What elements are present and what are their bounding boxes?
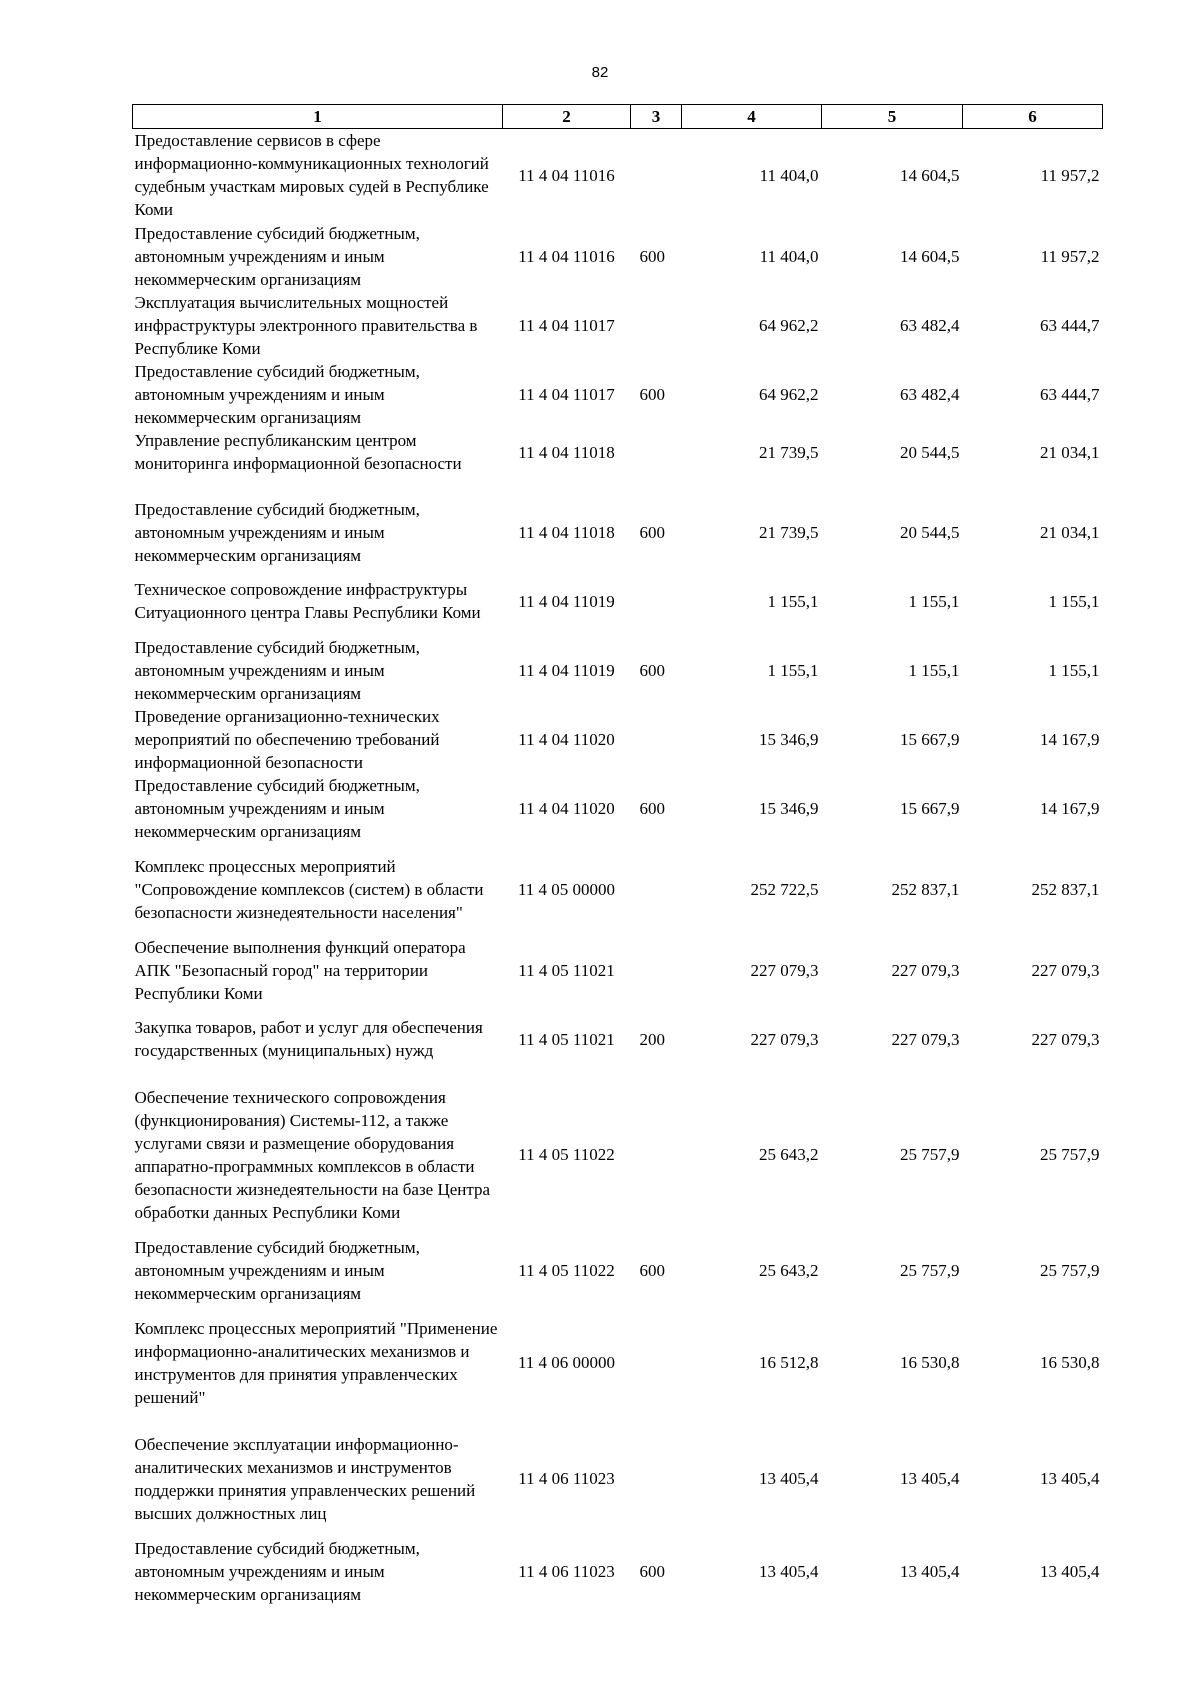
row-expense-type: 600 bbox=[639, 522, 665, 542]
row-code: 11 4 05 00000 bbox=[517, 879, 616, 899]
row-expense-type: 600 bbox=[639, 660, 665, 680]
row-name: Предоставление сервисов в сфере информационно-коммуникационных технологий судебным участкам мировых судей в Республике Коми bbox=[134, 131, 489, 220]
row-name: Предоставление субсидий бюджетным, автономным учреждениям и иным некоммерческим организациям bbox=[134, 1538, 420, 1604]
row-code: 11 4 05 11022 bbox=[518, 1260, 615, 1280]
table-row bbox=[133, 291, 1103, 360]
row-value-year-3: 16 530,8 bbox=[1040, 1353, 1100, 1372]
row-value-year-2: 1 155,1 bbox=[908, 660, 960, 680]
row-value-year-3: 252 837,1 bbox=[1031, 879, 1100, 899]
row-name: Техническое сопровождение инфраструктуры Ситуационного центра Главы Республики Коми bbox=[134, 580, 481, 622]
row-code: 11 4 05 11021 bbox=[518, 1029, 615, 1049]
row-code: 11 4 05 11021 bbox=[518, 960, 615, 980]
row-value-year-3: 14 167,9 bbox=[1040, 729, 1100, 749]
table-row bbox=[133, 1305, 1103, 1421]
row-name: Комплекс процессных мероприятий "Сопровождение комплексов (систем) в области безопасности жизнедеятельности населения" bbox=[134, 856, 484, 922]
table-row bbox=[133, 498, 1103, 567]
row-value-year-2: 1 155,1 bbox=[908, 591, 960, 611]
table-row bbox=[133, 1074, 1103, 1236]
table-row bbox=[133, 429, 1103, 498]
row-name: Обеспечение выполнения функций оператора АПК "Безопасный город" на территории Республики Коми bbox=[134, 937, 466, 1003]
row-expense-type bbox=[631, 1305, 682, 1421]
row-value-year-1: 21 739,5 bbox=[759, 522, 819, 542]
column-header-1: 1 bbox=[133, 105, 503, 129]
page-number: 82 bbox=[591, 64, 609, 81]
row-value-year-1: 15 346,9 bbox=[759, 798, 819, 818]
row-code: 11 4 06 11023 bbox=[518, 1561, 615, 1581]
row-value-year-1: 64 962,2 bbox=[759, 315, 819, 335]
row-value-year-2: 20 544,5 bbox=[900, 442, 960, 462]
table-row bbox=[133, 843, 1103, 936]
row-name: Обеспечение эксплуатации информационно-аналитических механизмов и инструментов поддержки принятия управленческих решений высших должностных лиц bbox=[134, 1434, 476, 1523]
row-code: 11 4 05 11022 bbox=[518, 1145, 615, 1164]
row-expense-type bbox=[631, 429, 682, 498]
row-value-year-3: 63 444,7 bbox=[1040, 384, 1100, 404]
table-row bbox=[133, 1236, 1103, 1305]
row-value-year-1: 227 079,3 bbox=[750, 1029, 819, 1049]
row-value-year-3: 21 034,1 bbox=[1040, 442, 1100, 462]
table-row bbox=[133, 1537, 1103, 1606]
row-value-year-3: 14 167,9 bbox=[1040, 798, 1100, 818]
row-name: Предоставление субсидий бюджетным, автономным учреждениям и иным некоммерческим организациям bbox=[134, 499, 420, 565]
row-expense-type: 600 bbox=[639, 1260, 665, 1280]
row-expense-type bbox=[631, 705, 682, 774]
row-code: 11 4 04 11016 bbox=[518, 165, 615, 185]
row-code: 11 4 04 11020 bbox=[518, 729, 615, 749]
row-name: Обеспечение технического сопровождения (функционирования) Системы-112, а также услугами связи и размещение оборудования аппаратно-программных комплексов в области безопасности жизнедеятельности на базе Центра обработки данных Республики Коми bbox=[134, 1087, 491, 1222]
table-row bbox=[133, 1421, 1103, 1537]
row-value-year-2: 16 530,8 bbox=[900, 1353, 960, 1372]
row-code: 11 4 04 11018 bbox=[518, 522, 615, 542]
row-name: Проведение организационно-технических мероприятий по обеспечению требований информационной безопасности bbox=[134, 706, 440, 772]
row-value-year-3: 227 079,3 bbox=[1031, 960, 1100, 980]
row-value-year-2: 63 482,4 bbox=[900, 315, 960, 335]
row-value-year-3: 25 757,9 bbox=[1040, 1260, 1100, 1280]
row-value-year-1: 1 155,1 bbox=[767, 660, 819, 680]
row-value-year-3: 63 444,7 bbox=[1040, 315, 1100, 335]
row-value-year-1: 252 722,5 bbox=[750, 879, 819, 899]
column-header-3: 3 bbox=[631, 105, 682, 129]
table-row bbox=[133, 636, 1103, 705]
table-row bbox=[133, 129, 1103, 222]
row-name: Предоставление субсидий бюджетным, автономным учреждениям и иным некоммерческим организациям bbox=[134, 223, 420, 289]
row-value-year-3: 25 757,9 bbox=[1040, 1145, 1100, 1164]
table-row bbox=[133, 222, 1103, 291]
table-row bbox=[133, 936, 1103, 1005]
table-row bbox=[133, 705, 1103, 774]
table-row bbox=[133, 567, 1103, 636]
row-value-year-2: 227 079,3 bbox=[891, 1029, 960, 1049]
row-code: 11 4 04 11017 bbox=[518, 315, 615, 335]
row-value-year-2: 63 482,4 bbox=[900, 384, 960, 404]
row-name: Закупка товаров, работ и услуг для обеспечения государственных (муниципальных) нужд bbox=[134, 1018, 483, 1060]
row-expense-type bbox=[631, 936, 682, 1005]
row-expense-type bbox=[631, 291, 682, 360]
row-value-year-3: 13 405,4 bbox=[1040, 1561, 1100, 1581]
row-value-year-1: 1 155,1 bbox=[767, 591, 819, 611]
row-value-year-1: 13 405,4 bbox=[759, 1561, 819, 1581]
table-row bbox=[133, 1005, 1103, 1074]
row-code: 11 4 04 11017 bbox=[518, 384, 615, 404]
row-value-year-2: 15 667,9 bbox=[900, 729, 960, 749]
row-expense-type bbox=[631, 129, 682, 222]
row-value-year-1: 25 643,2 bbox=[759, 1145, 819, 1164]
row-value-year-2: 13 405,4 bbox=[900, 1561, 960, 1581]
row-value-year-3: 1 155,1 bbox=[1048, 660, 1100, 680]
row-value-year-3: 227 079,3 bbox=[1031, 1029, 1100, 1049]
row-expense-type: 200 bbox=[639, 1029, 665, 1049]
row-name: Комплекс процессных мероприятий "Применение информационно-аналитических механизмов и инструментов для принятия управленческих решений" bbox=[134, 1318, 498, 1407]
row-code: 11 4 04 11019 bbox=[518, 660, 615, 680]
row-code: 11 4 04 11016 bbox=[518, 246, 615, 266]
row-name: Предоставление субсидий бюджетным, автономным учреждениям и иным некоммерческим организациям bbox=[134, 637, 420, 703]
column-header-5: 5 bbox=[822, 105, 963, 129]
row-expense-type bbox=[631, 1074, 682, 1236]
row-value-year-2: 20 544,5 bbox=[900, 522, 960, 542]
row-expense-type: 600 bbox=[639, 246, 665, 266]
row-value-year-3: 13 405,4 bbox=[1040, 1469, 1100, 1488]
budget-table bbox=[132, 104, 1103, 1606]
row-code: 11 4 04 11019 bbox=[518, 591, 615, 611]
row-value-year-1: 15 346,9 bbox=[759, 729, 819, 749]
row-name: Эксплуатация вычислительных мощностей инфраструктуры электронного правительства в Республике Коми bbox=[134, 292, 478, 358]
row-value-year-3: 21 034,1 bbox=[1040, 522, 1100, 542]
row-value-year-1: 13 405,4 bbox=[759, 1469, 819, 1488]
column-header-2: 2 bbox=[503, 105, 631, 129]
row-value-year-1: 227 079,3 bbox=[750, 960, 819, 980]
row-value-year-2: 14 604,5 bbox=[900, 246, 960, 266]
row-value-year-3: 11 957,2 bbox=[1040, 165, 1100, 185]
row-expense-type bbox=[631, 567, 682, 636]
row-value-year-3: 11 957,2 bbox=[1040, 246, 1100, 266]
row-expense-type: 600 bbox=[639, 384, 665, 404]
row-value-year-1: 11 404,0 bbox=[759, 165, 819, 185]
row-value-year-1: 11 404,0 bbox=[759, 246, 819, 266]
row-value-year-1: 21 739,5 bbox=[759, 442, 819, 462]
row-code: 11 4 04 11020 bbox=[518, 798, 615, 818]
row-value-year-3: 1 155,1 bbox=[1048, 591, 1100, 611]
row-expense-type bbox=[631, 1421, 682, 1537]
row-value-year-1: 16 512,8 bbox=[759, 1353, 819, 1372]
table-row bbox=[133, 360, 1103, 429]
row-name: Предоставление субсидий бюджетным, автономным учреждениям и иным некоммерческим организациям bbox=[134, 775, 420, 841]
row-name: Предоставление субсидий бюджетным, автономным учреждениям и иным некоммерческим организациям bbox=[134, 361, 420, 427]
row-value-year-2: 14 604,5 bbox=[900, 165, 960, 185]
row-expense-type bbox=[631, 843, 682, 936]
row-value-year-2: 252 837,1 bbox=[891, 879, 960, 899]
row-expense-type: 600 bbox=[639, 1561, 665, 1581]
table-row bbox=[133, 774, 1103, 843]
table-header-row bbox=[133, 105, 1103, 129]
row-code: 11 4 04 11018 bbox=[518, 442, 615, 462]
row-value-year-1: 25 643,2 bbox=[759, 1260, 819, 1280]
row-value-year-2: 25 757,9 bbox=[900, 1260, 960, 1280]
row-code: 11 4 06 00000 bbox=[517, 1353, 616, 1372]
row-value-year-2: 25 757,9 bbox=[900, 1145, 960, 1164]
row-name: Управление республиканским центром мониторинга информационной безопасности bbox=[134, 430, 462, 473]
column-header-4: 4 bbox=[682, 105, 822, 129]
row-expense-type: 600 bbox=[639, 798, 665, 818]
row-value-year-1: 64 962,2 bbox=[759, 384, 819, 404]
row-code: 11 4 06 11023 bbox=[518, 1469, 615, 1488]
row-name: Предоставление субсидий бюджетным, автономным учреждениям и иным некоммерческим организациям bbox=[134, 1237, 420, 1303]
row-value-year-2: 13 405,4 bbox=[900, 1469, 960, 1488]
column-header-6: 6 bbox=[963, 105, 1103, 129]
row-value-year-2: 227 079,3 bbox=[891, 960, 960, 980]
row-value-year-2: 15 667,9 bbox=[900, 798, 960, 818]
